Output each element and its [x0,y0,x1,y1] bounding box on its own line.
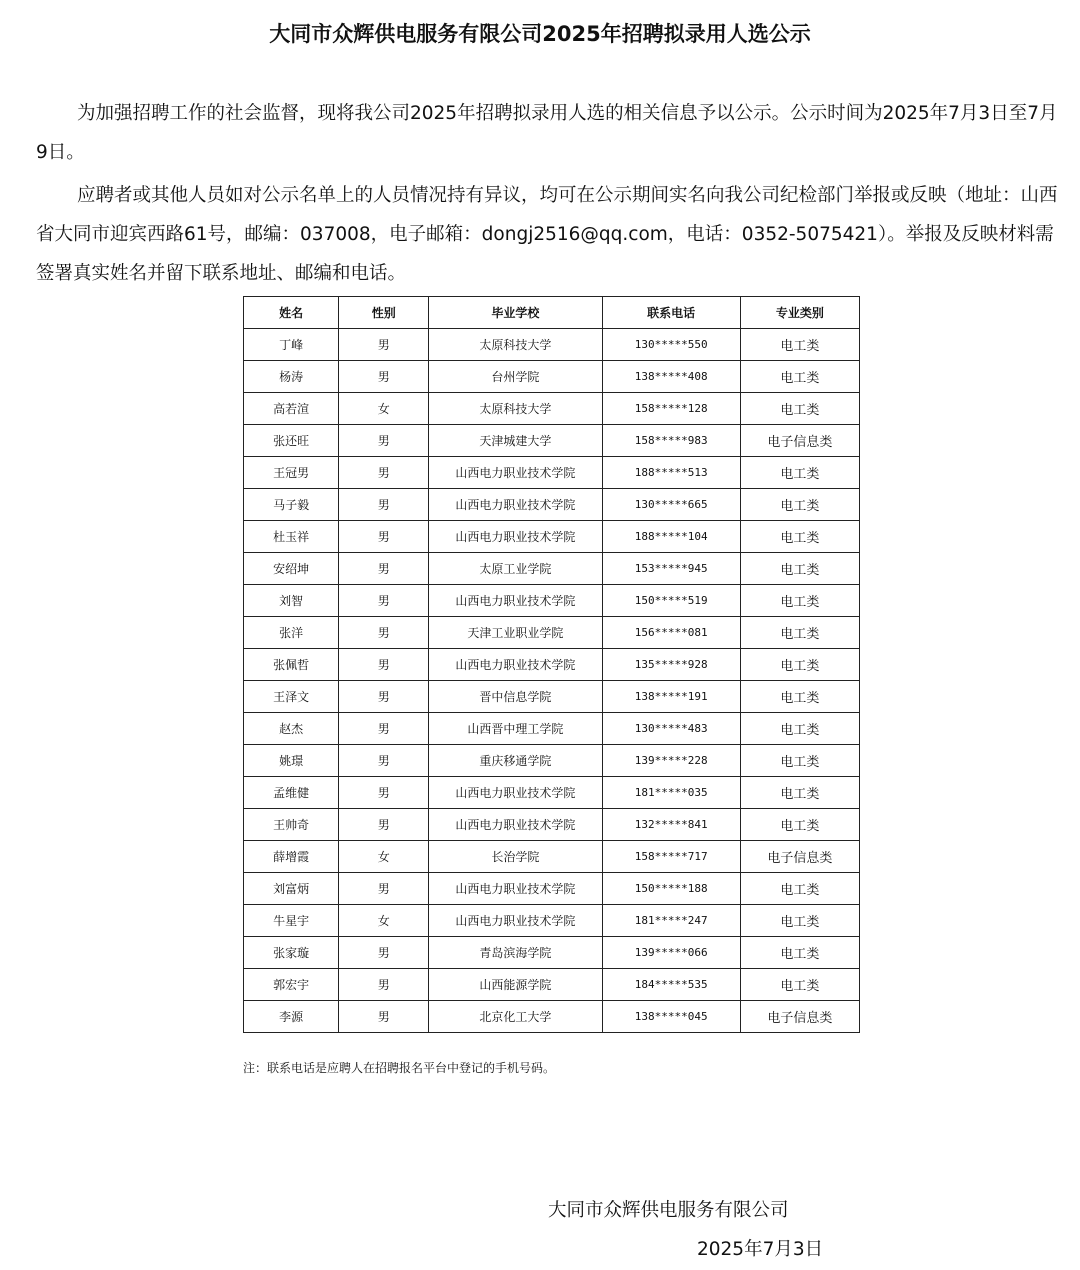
cell-school: 天津城建大学 [429,425,602,457]
cell-school: 天津工业职业学院 [429,617,602,649]
cell-name: 郭宏宇 [244,969,339,1001]
cell-school: 山西电力职业技术学院 [429,809,602,841]
cell-gender: 男 [339,745,429,777]
table-row [244,649,860,681]
cell-category: 电工类 [740,969,859,1001]
cell-school: 山西电力职业技术学院 [429,905,602,937]
table-row [244,457,860,489]
cell-name: 安绍坤 [244,553,339,585]
cell-school: 台州学院 [429,361,602,393]
signature-organization: 大同市众辉供电服务有限公司 [548,1200,789,1221]
cell-school: 山西电力职业技术学院 [429,489,602,521]
cell-category: 电工类 [740,777,859,809]
cell-school: 太原工业学院 [429,553,602,585]
table-row [244,745,860,777]
cell-category: 电子信息类 [740,1001,859,1033]
cell-name: 杜玉祥 [244,521,339,553]
cell-name: 马子毅 [244,489,339,521]
cell-phone: 181*****247 [602,905,740,937]
table-row [244,553,860,585]
cell-school: 山西电力职业技术学院 [429,649,602,681]
cell-phone: 184*****535 [602,969,740,1001]
cell-phone: 139*****066 [602,937,740,969]
cell-gender: 男 [339,489,429,521]
intro-paragraph: 为加强招聘工作的社会监督，现将我公司2025年招聘拟录用人选的相关信息予以公示。公示时间为2025年7月3日至7月9日。 [36,103,1058,163]
cell-name: 李源 [244,1001,339,1033]
cell-gender: 男 [339,873,429,905]
cell-school: 晋中信息学院 [429,681,602,713]
cell-category: 电工类 [740,937,859,969]
cell-gender: 男 [339,969,429,1001]
cell-name: 孟维健 [244,777,339,809]
cell-name: 王泽文 [244,681,339,713]
cell-gender: 男 [339,681,429,713]
objection-paragraph: 应聘者或其他人员如对公示名单上的人员情况持有异议，均可在公示期间实名向我公司纪检部门举报或反映（地址：山西省大同市迎宾西路61号，邮编：037008，电子邮箱：dongj2516@qq.com，电话：0352-5075421）。举报及反映材料需签署真实姓名并留下联系地址、邮编和电话。 [36,185,1058,284]
table-row [244,681,860,713]
cell-phone: 158*****983 [602,425,740,457]
table-row [244,777,860,809]
cell-name: 张佩哲 [244,649,339,681]
cell-category: 电工类 [740,809,859,841]
cell-school: 北京化工大学 [429,1001,602,1033]
cell-phone: 158*****717 [602,841,740,873]
header-phone: 联系电话 [602,297,740,329]
cell-gender: 男 [339,425,429,457]
cell-name: 丁峰 [244,329,339,361]
header-school: 毕业学校 [429,297,602,329]
cell-gender: 男 [339,713,429,745]
cell-category: 电工类 [740,873,859,905]
cell-phone: 150*****188 [602,873,740,905]
cell-phone: 130*****665 [602,489,740,521]
cell-gender: 男 [339,617,429,649]
cell-category: 电工类 [740,905,859,937]
cell-category: 电工类 [740,745,859,777]
cell-category: 电工类 [740,489,859,521]
cell-category: 电工类 [740,521,859,553]
cell-name: 杨涛 [244,361,339,393]
table-row [244,361,860,393]
cell-phone: 153*****945 [602,553,740,585]
table-header-row [244,297,860,329]
cell-name: 张家璇 [244,937,339,969]
table-row [244,969,860,1001]
cell-phone: 132*****841 [602,809,740,841]
cell-gender: 女 [339,393,429,425]
cell-gender: 男 [339,457,429,489]
cell-gender: 男 [339,649,429,681]
cell-gender: 女 [339,841,429,873]
cell-phone: 135*****928 [602,649,740,681]
cell-name: 赵杰 [244,713,339,745]
cell-category: 电工类 [740,681,859,713]
cell-phone: 181*****035 [602,777,740,809]
cell-category: 电工类 [740,617,859,649]
cell-school: 太原科技大学 [429,329,602,361]
cell-school: 山西晋中理工学院 [429,713,602,745]
cell-name: 王帅奇 [244,809,339,841]
cell-name: 王冠男 [244,457,339,489]
table-row [244,329,860,361]
cell-category: 电工类 [740,649,859,681]
cell-phone: 138*****191 [602,681,740,713]
cell-phone: 139*****228 [602,745,740,777]
table-row [244,937,860,969]
cell-gender: 男 [339,937,429,969]
cell-name: 张洋 [244,617,339,649]
cell-school: 长治学院 [429,841,602,873]
cell-phone: 138*****408 [602,361,740,393]
cell-name: 薛增霞 [244,841,339,873]
table-row [244,873,860,905]
footnote: 注：联系电话是应聘人在招聘报名平台中登记的手机号码。 [243,1061,556,1075]
cell-category: 电工类 [740,457,859,489]
header-category: 专业类别 [740,297,859,329]
table-row [244,489,860,521]
table-row [244,521,860,553]
cell-category: 电工类 [740,713,859,745]
cell-school: 青岛滨海学院 [429,937,602,969]
table-row [244,585,860,617]
cell-category: 电工类 [740,585,859,617]
cell-school: 山西电力职业技术学院 [429,585,602,617]
signature-date: 2025年7月3日 [697,1239,824,1260]
table-row [244,393,860,425]
cell-phone: 130*****550 [602,329,740,361]
cell-phone: 138*****045 [602,1001,740,1033]
cell-gender: 男 [339,329,429,361]
cell-phone: 156*****081 [602,617,740,649]
cell-gender: 男 [339,1001,429,1033]
cell-category: 电子信息类 [740,841,859,873]
table-body [244,329,860,1033]
cell-category: 电工类 [740,553,859,585]
header-name: 姓名 [244,297,339,329]
cell-name: 姚璟 [244,745,339,777]
cell-gender: 男 [339,809,429,841]
table-row [244,713,860,745]
cell-phone: 158*****128 [602,393,740,425]
cell-gender: 女 [339,905,429,937]
cell-phone: 188*****104 [602,521,740,553]
cell-school: 山西电力职业技术学院 [429,777,602,809]
table-row [244,617,860,649]
cell-gender: 男 [339,585,429,617]
table-row [244,841,860,873]
cell-category: 电工类 [740,329,859,361]
cell-name: 张还旺 [244,425,339,457]
cell-phone: 150*****519 [602,585,740,617]
cell-school: 太原科技大学 [429,393,602,425]
cell-phone: 130*****483 [602,713,740,745]
table-row [244,1001,860,1033]
cell-phone: 188*****513 [602,457,740,489]
cell-school: 山西电力职业技术学院 [429,521,602,553]
cell-name: 牛星宇 [244,905,339,937]
cell-category: 电子信息类 [740,425,859,457]
cell-school: 重庆移通学院 [429,745,602,777]
cell-gender: 男 [339,361,429,393]
header-gender: 性别 [339,297,429,329]
cell-gender: 男 [339,521,429,553]
cell-name: 高若渲 [244,393,339,425]
table-row [244,425,860,457]
cell-category: 电工类 [740,361,859,393]
table-row [244,809,860,841]
cell-category: 电工类 [740,393,859,425]
page-title: 大同市众辉供电服务有限公司2025年招聘拟录用人选公示 [269,22,811,46]
table-row [244,905,860,937]
cell-gender: 男 [339,777,429,809]
cell-school: 山西电力职业技术学院 [429,873,602,905]
cell-school: 山西电力职业技术学院 [429,457,602,489]
cell-school: 山西能源学院 [429,969,602,1001]
cell-gender: 男 [339,553,429,585]
cell-name: 刘富炳 [244,873,339,905]
cell-name: 刘智 [244,585,339,617]
candidate-table [243,296,860,1033]
